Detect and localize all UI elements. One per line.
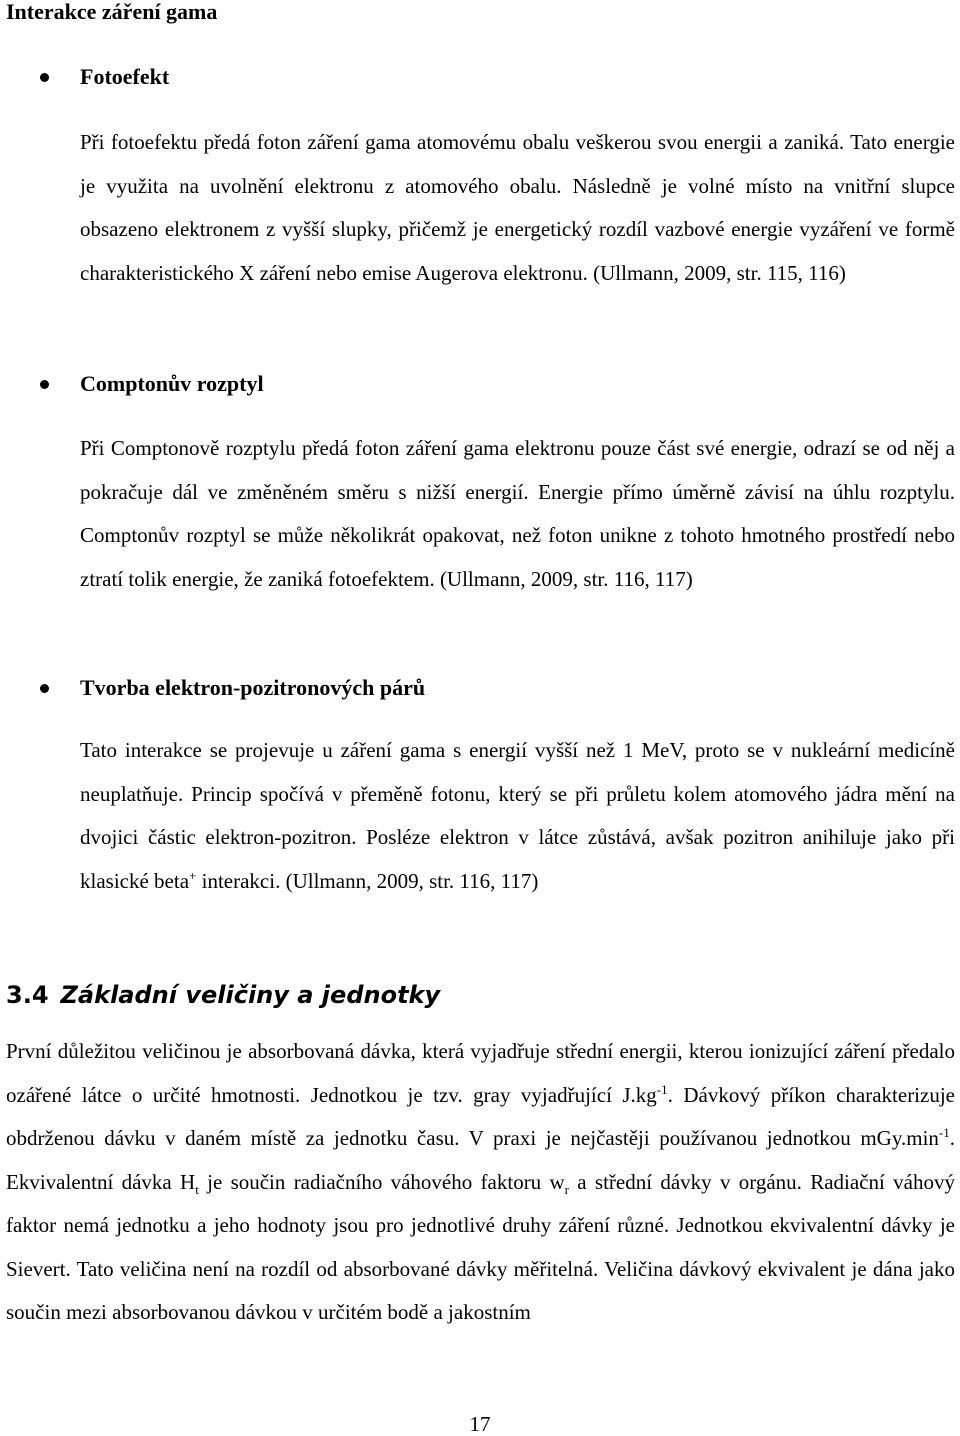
section-title-fotoefekt: Fotoefekt xyxy=(80,64,170,89)
paragraph-quantities xyxy=(6,1030,955,1335)
pair-superscript: + xyxy=(189,867,197,883)
body-sub1: t xyxy=(195,1181,199,1197)
pair-text-a: Tato interakce se projevuje u záření gama s energií vyšší než 1 MeV, proto se v nukleární medicíně neuplatňuje. Princip spočívá v přeměně fotonu, který se při průletu kolem atomového jádra mění na dvojici částic elektron-pozitron. Posléze elektron v látce zůstává, avšak pozitron anihiluje jako při klasické beta xyxy=(80,738,955,893)
page-number: 17 xyxy=(469,1412,491,1436)
paragraph-fotoefekt: Při fotoefektu předá foton záření gama atomovému obalu veškerou svou energii a zaniká. Tato energie je využita na uvolnění elektronu z atomového obalu. Následně je volné místo na vnitřní slupce obsazeno elektronem z vyšší slupky, přičemž je energetický rozdíl vazbové energie vyzáření ve formě charakteristického X záření nebo emise Augerova elektronu. (Ullmann, 2009, str. 115, 116) xyxy=(80,130,955,285)
body-sub2: r xyxy=(564,1181,569,1197)
body-p3: . Ekvivalentní dávka H xyxy=(6,1126,955,1194)
section-heading-title: Základní veličiny a jednotky xyxy=(60,981,441,1009)
body-p4: je součin radiačního váhového faktoru w xyxy=(198,1169,565,1194)
section-title-pair-production: Tvorba elektron-pozitronových párů xyxy=(80,675,426,700)
bullet-icon xyxy=(40,380,49,389)
body-sup1: -1 xyxy=(656,1081,668,1097)
heading: Interakce záření gama xyxy=(6,0,218,24)
bullet-icon xyxy=(40,73,49,82)
body-p5: a střední dávky v orgánu. Radiační váhový faktor nemá jednotku a jeho hodnoty jsou pro jednotlivé druhy záření různé. Jednotkou ekvivalentní dávky je Sievert. Tato veličina není na rozdíl od absorbované dávky měřitelná. Veličina dávkový ekvivalent je dána jako součin mezi absorbovanou dávkou v určitém bodě a jakostním xyxy=(6,1169,955,1324)
bullet-icon xyxy=(40,684,49,693)
body-p2: . Dávkový příkon charakterizuje obdrženou dávku v daném místě za jednotku času. V praxi je nejčastěji používanou jednotkou mGy.min xyxy=(6,1082,955,1150)
pair-text-b: interakci. (Ullmann, 2009, str. 116, 117) xyxy=(196,868,539,893)
section-title-compton: Comptonův rozptyl xyxy=(80,371,264,396)
body-p1: První důležitou veličinou je absorbovaná dávka, která vyjadřuje střední energii, kterou ionizující záření předalo ozářené látce o určité hmotnosti. Jednotkou je tzv. gray vyjadřující J.kg xyxy=(6,1039,955,1107)
section-heading xyxy=(6,980,440,1010)
section-number: 3.4 xyxy=(6,981,49,1009)
body-sup2: -1 xyxy=(938,1125,950,1140)
paragraph-compton: Při Comptonově rozptylu předá foton záření gama elektronu pouze část své energie, odrazí se od něj a pokračuje dál ve změněném směru s nižší energií. Energie přímo úměrně závisí na úhlu rozptylu. Comptonův rozptyl se může několikrát opakovat, než foton unikne z tohoto hmotného prostředí nebo ztratí tolik energie, že zaniká fotoefektem. (Ullmann, 2009, str. 116, 117) xyxy=(80,436,955,591)
paragraph-pair-production xyxy=(80,729,955,903)
